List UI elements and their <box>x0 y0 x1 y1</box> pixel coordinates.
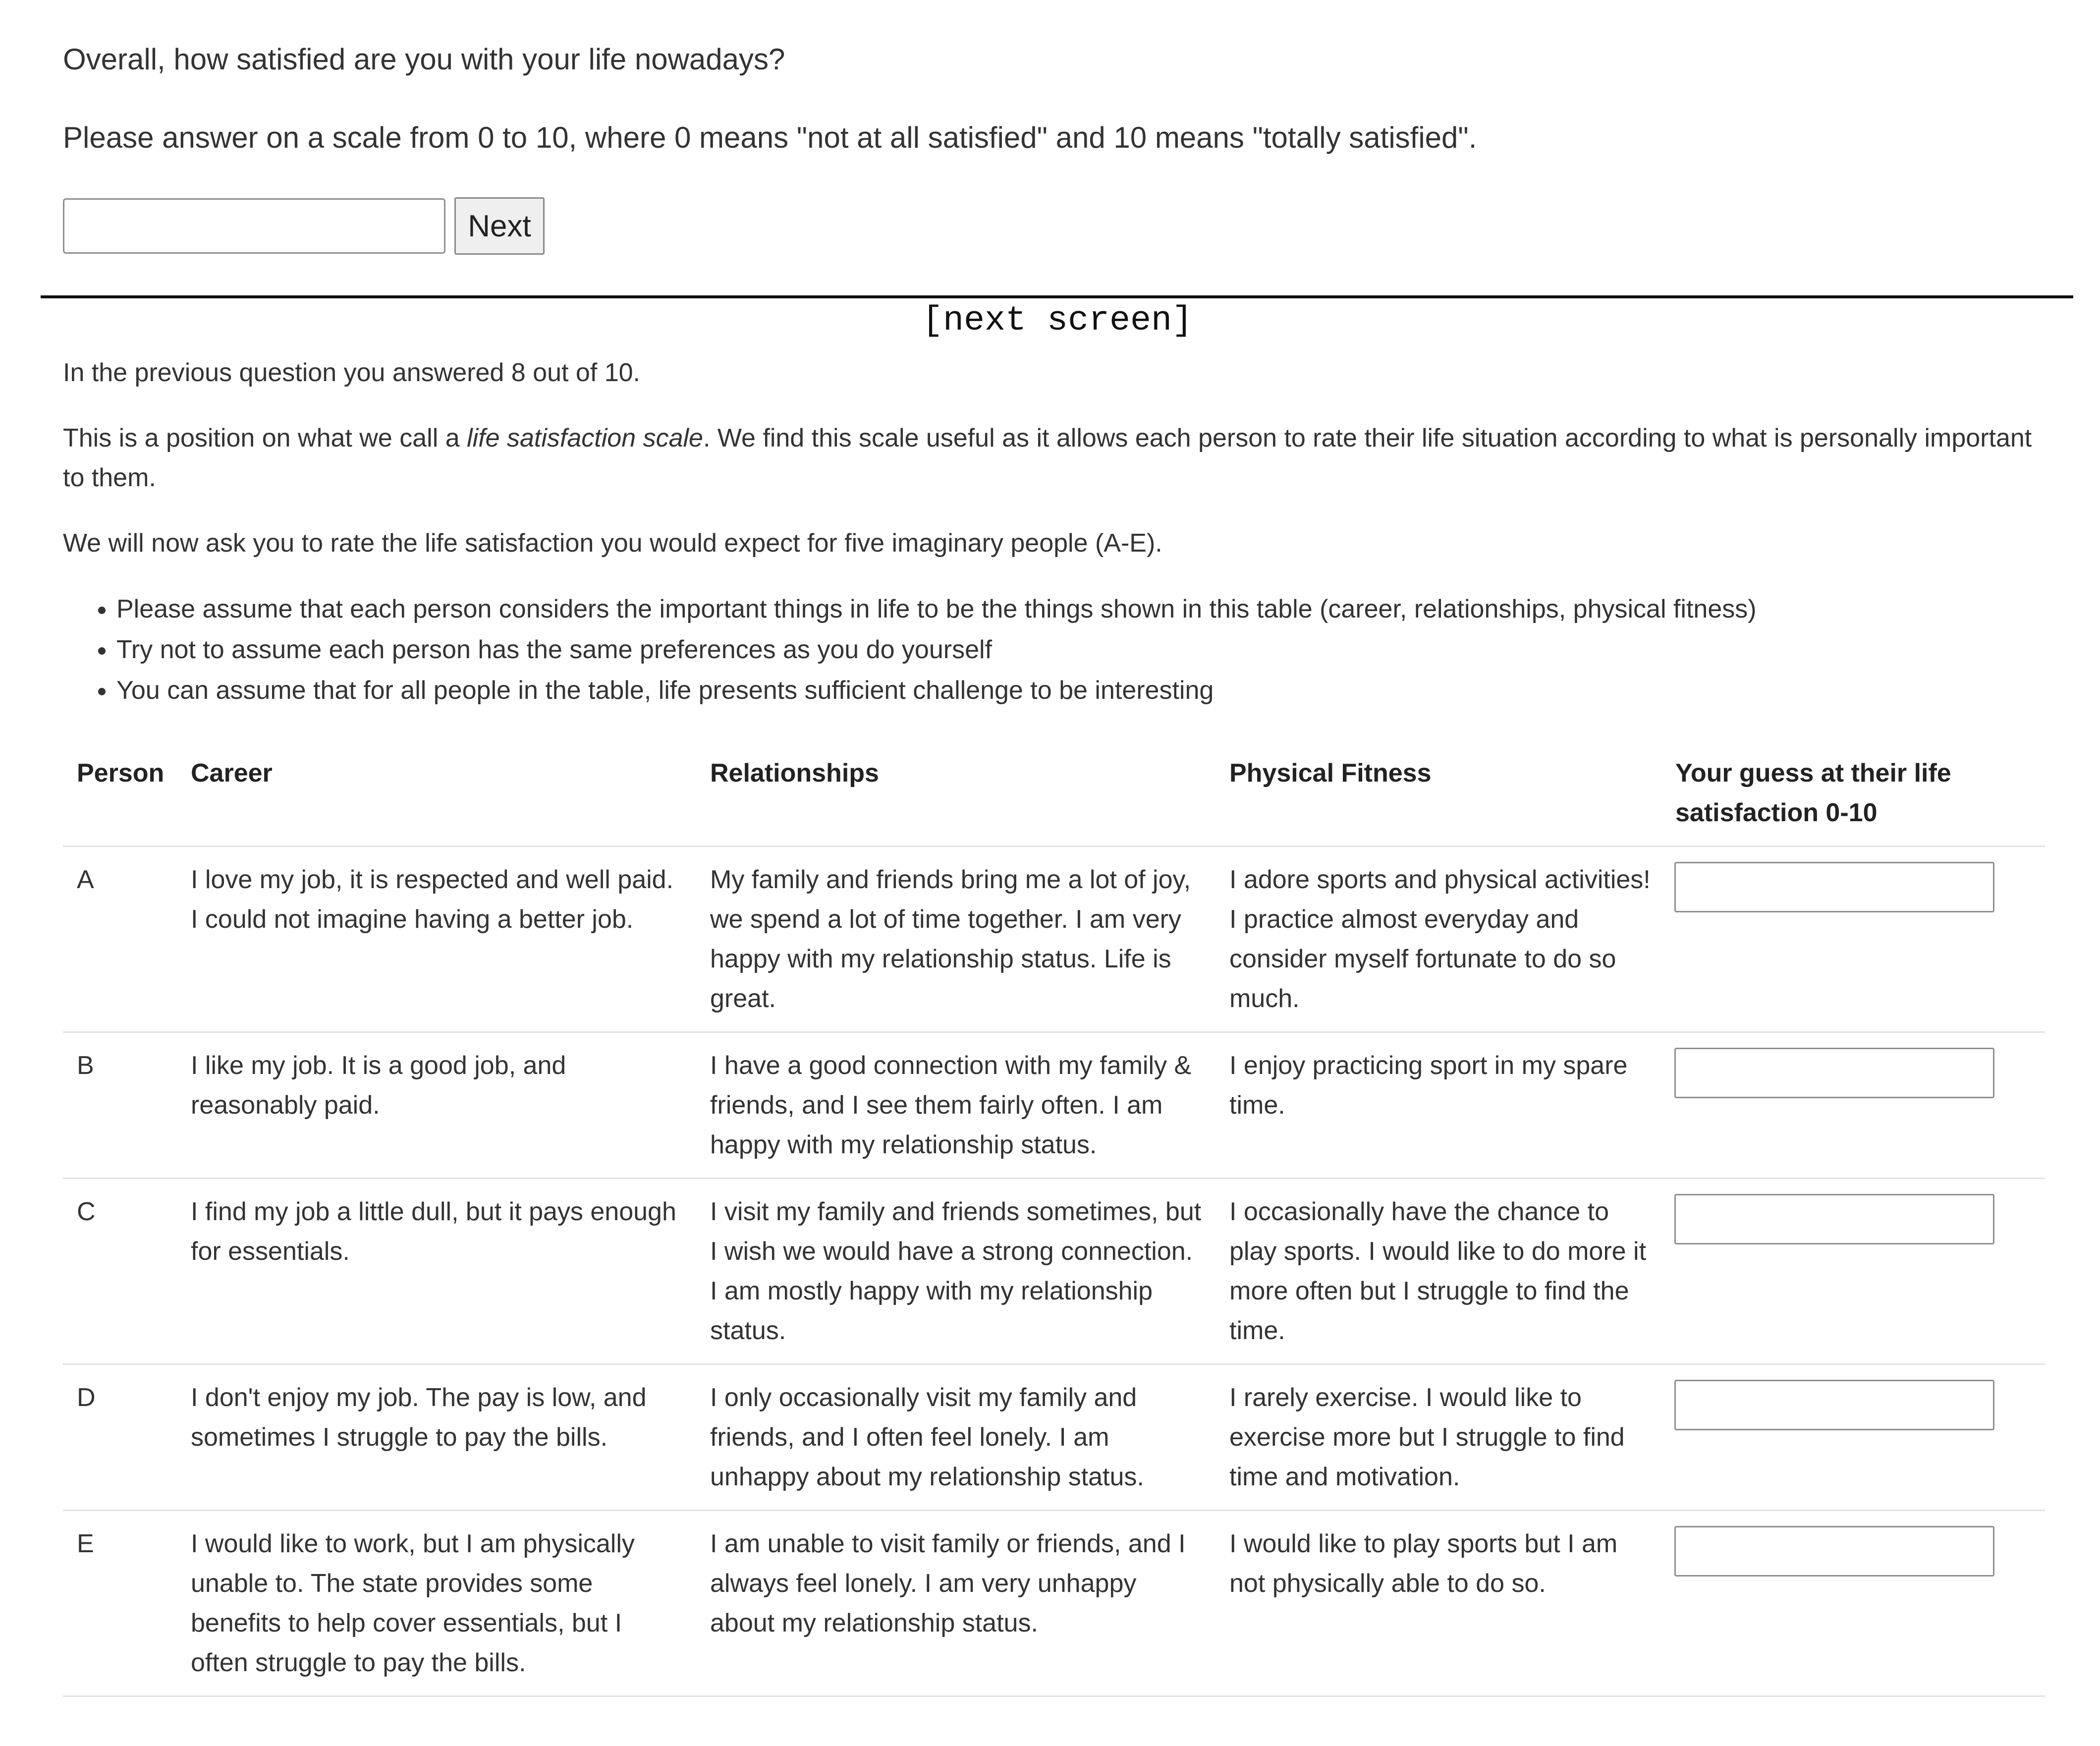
fitness-cell: I would like to play sports but I am not physically able to do so. <box>1216 1511 1660 1696</box>
question-text: Overall, how satisfied are you with your life nowadays? <box>63 43 785 76</box>
guess-cell <box>1660 1032 2045 1179</box>
relationships-cell: I visit my family and friends sometimes, but I wish we would have a strong connection. I am mostly happy with my relationship status. <box>696 1179 1216 1364</box>
scale-explanation-lead: This is a position on what we call a <box>63 424 467 452</box>
guess-input-a[interactable] <box>1674 862 1994 912</box>
scale-explanation <box>63 418 2040 498</box>
header-career: Career <box>176 745 696 846</box>
person-cell: A <box>63 846 176 1032</box>
table-row <box>63 1032 2045 1179</box>
answer-row <box>63 197 2025 255</box>
scale-instruction: Please answer on a scale from 0 to 10, where 0 means "not at all satisfied" and 10 means "totally satisfied". <box>63 121 1477 154</box>
guess-input-c[interactable] <box>1674 1194 1994 1244</box>
header-person: Person <box>63 745 176 846</box>
instruction-item: • You can assume that for all people in the table, life presents sufficient challenge to be interesting <box>116 670 2040 711</box>
relationships-cell: My family and friends bring me a lot of joy, we spend a lot of time together. I am very happy with my relationship status. Life is great. <box>696 846 1216 1032</box>
guess-input-b[interactable] <box>1674 1048 1994 1098</box>
guess-cell <box>1660 1179 2045 1364</box>
instruction-item: • Please assume that each person considers the important things in life to be the things shown in this table (career, relationships, physical fitness) <box>116 589 2040 629</box>
life-satisfaction-input[interactable] <box>63 198 445 254</box>
table-row <box>63 846 2045 1032</box>
career-cell: I find my job a little dull, but it pays enough for essentials. <box>176 1179 696 1364</box>
next-screen-label: [next screen] <box>922 301 1193 340</box>
table-row <box>63 1511 2045 1696</box>
vignette-screen <box>63 353 2040 1697</box>
person-cell: C <box>63 1179 176 1364</box>
previous-answer-text: In the previous question you answered 8 out of 10. <box>63 358 640 387</box>
task-intro: We will now ask you to rate the life satisfaction you would expect for five imaginary people (A-E). <box>63 529 1162 558</box>
table-row <box>63 1179 2045 1364</box>
fitness-cell: I rarely exercise. I would like to exercise more but I struggle to find time and motivation. <box>1216 1364 1660 1511</box>
guess-input-e[interactable] <box>1674 1526 1994 1577</box>
fitness-cell: I occasionally have the chance to play sports. I would like to do more it more often but I struggle to find the time. <box>1216 1179 1660 1364</box>
person-cell: B <box>63 1032 176 1179</box>
instruction-list <box>63 589 2040 711</box>
relationships-cell: I have a good connection with my family & friends, and I see them fairly often. I am happy with my relationship status. <box>696 1032 1216 1179</box>
fitness-cell: I enjoy practicing sport in my spare time. <box>1216 1032 1660 1179</box>
next-button[interactable]: Next <box>454 197 545 255</box>
guess-cell <box>1660 1511 2045 1696</box>
person-cell: E <box>63 1511 176 1696</box>
instruction-item: • Try not to assume each person has the same preferences as you do yourself <box>116 629 2040 670</box>
person-cell: D <box>63 1364 176 1511</box>
guess-cell <box>1660 846 2045 1032</box>
header-physical-fitness: Physical Fitness <box>1216 745 1660 846</box>
career-cell: I don't enjoy my job. The pay is low, and sometimes I struggle to pay the bills. <box>176 1364 696 1511</box>
guess-cell <box>1660 1364 2045 1511</box>
career-cell: I would like to work, but I am physically unable to. The state provides some benefits to help cover essentials, but I often struggle to pay the bills. <box>176 1511 696 1696</box>
header-guess: Your guess at their life satisfaction 0-10 <box>1660 745 2045 846</box>
vignette-table <box>63 745 2045 1697</box>
relationships-cell: I am unable to visit family or friends, and I always feel lonely. I am very unhappy about my relationship status. <box>696 1511 1216 1696</box>
table-row <box>63 1364 2045 1511</box>
table-header-row <box>63 745 2045 846</box>
fitness-cell: I adore sports and physical activities! I practice almost everyday and consider myself fortunate to do so much. <box>1216 846 1660 1032</box>
guess-input-d[interactable] <box>1674 1380 1994 1430</box>
career-cell: I love my job, it is respected and well paid. I could not imagine having a better job. <box>176 846 696 1032</box>
question-screen <box>63 40 2025 255</box>
career-cell: I like my job. It is a good job, and reasonably paid. <box>176 1032 696 1179</box>
header-relationships: Relationships <box>696 745 1216 846</box>
relationships-cell: I only occasionally visit my family and friends, and I often feel lonely. I am unhappy about my relationship status. <box>696 1364 1216 1511</box>
scale-explanation-rest: . We find this scale useful as it allows each person to rate their life situation according to what is personally important to them. <box>63 424 2032 492</box>
scale-term: life satisfaction scale <box>467 424 703 452</box>
